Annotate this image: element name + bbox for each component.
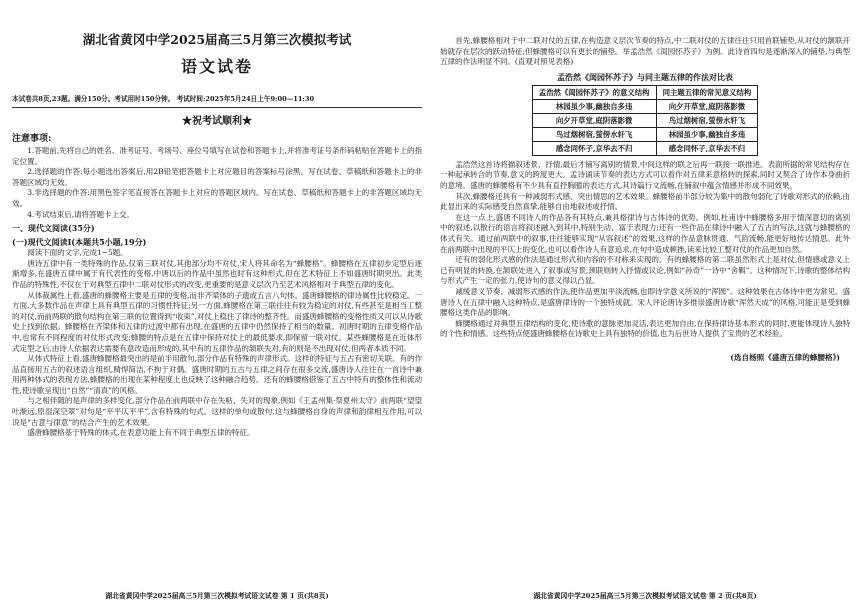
source-citation: (选自杨照《盛唐五律的蜂腰格》) xyxy=(730,352,840,362)
table-cell: 向夕开草堂,庭阴落影微 xyxy=(656,99,758,113)
table-cell: 感念同怀子,京华去不归 xyxy=(532,141,656,155)
comparison-table xyxy=(532,85,759,156)
passage-paragraph: 减缓意义节奏、减弱形式感的作法,使作品更加平淡流畅,也即诗学意义所说的“浑圆”。这种效果在古体诗中更为常见。盛唐诗人在五律中融入这种特点,是盛唐律诗的一个独特成就。宋人评论唐诗多推崇盛唐诗歌“浑然天成”的风格,可能正是受到蜂腰格这类作品的影响。 xyxy=(440,286,850,318)
table-cell: 林园虽少事,幽独自多违 xyxy=(532,99,656,113)
table-cell: 鸟过烟树宿,萤傍水轩飞 xyxy=(656,113,758,127)
table-row xyxy=(532,99,758,113)
table-row xyxy=(532,113,758,127)
passage-paragraph: 在这一点上,盛唐不同诗人的作品各有其特点,兼具格律诗与古体诗的优势。例如,杜甫诗中蜂腰格多用于情深意切的离别中的叙述,以散行的语言将叙述融入到其中,特别生动、富于表现力;还有一些作品在律诗中融入了五古的写法,这就与蜂腰格的体式有关。通过前两联中的叙事,往往能够实现“从容叙述”的效果,这样的作品意脉贯通、气韵流畅,能更好地传达情思。此外在前两联中出现的平仄上的变化,也可以看作诗人有意追求,在句中造成顿挫,读来比较工整对仗的作品更加自然。 xyxy=(440,212,850,254)
table-header-row xyxy=(532,85,758,99)
passage-paragraph: 孟浩然这首诗将描叙述景、抒情,最后才铺写离别的情景,中间这样的联之后再一联接一联推进。表面所据的常见结构存在一种起承转合的节奏,意义的跨度更大。孟诗诵读节奏的表达方式可以看作对五律来意格转的探索,同时又契合了诗作本身曲折的意境。盛唐的蜂腰格有不少具有直抒胸臆的表达方式,其诗篇行文流畅,在铺叙中蕴含情感并形成不同效果。 xyxy=(440,159,850,190)
passage-paragraph: 从体式特征上看,盛唐蜂腰格最突出的是前半用散句,部分作品有特殊的声律形式。这样的特征与五古有密切关联。有的作品直接用五古的叙述语言组织,精悍简洁,不拘于对偶。盛唐时期的五古与五律之间存在很多交流,盛唐诗人往往在一首诗中兼用两种体式的表现方法,蜂腰格的出现在某种程度上也反映了这种融合趋势。还有的蜂腰格借鉴了五古中特有的整体性和流动性,使诗歌呈现出“自然”“清真”的风格。 xyxy=(12,354,422,395)
passage-paragraph: 其次,蜂腰格还具有一种减弱形式感、突出情思的艺术效果。蜂腰格前半部分较为集中的散句弱化了诗歌对形式的依赖,由此显出来的实际感受自然真挚,能够自由地叙述或抒情。 xyxy=(440,191,850,212)
table-cell: 向夕开草堂,庭阴落影微 xyxy=(532,113,656,127)
page-right xyxy=(440,0,850,608)
school-title: 湖北省黄冈中学2025届高三5月第三次模拟考试 xyxy=(82,32,352,47)
passage-paragraph: 从体裁属性上看,盛唐的蜂腰格主要是五律的变格,而非齐梁体的子遗或五言八句体。盛唐蜂腰格的律诗属性比较稳定。一方面,大多数作品在声律上具有典型五律的习惯性特征;另一方面,蜂腰格在第三联往往有较为稳定的对仗,有些甚至是相当工整的对仗,而前两联的散句结构在第三联的位置得到“收束”,对仗上稳住了律诗的整齐性。而盛唐蜂腰格的变格性质又可以从诗歌史上找到依据。蜂腰格在齐梁体和五律的过渡中都有出现,在盛唐的五律中仍然保持了相当的数量。初唐时期的五律变格作品中,也常有不同程度的对仗形式改变;蜂腰的特点是在五律中保持对仗上的最低要求,即保留一联对仗。某些蜂腰格是在近体形式定型之后,由诗人依据表达需要有意改造而形成的,其中有的五律作品的颔联失对,有的则是不出现对仗,但两者本质不同。 xyxy=(12,290,422,353)
table-title: 孟浩然《闺园怀苏子》与同主题五律的作法对比表 xyxy=(557,71,733,82)
passage-paragraph: 首先,蜂腰格相对于中二联对仗的五律,在构造意义层次节奏的特点,中二联对仗的五律往往只用首联铺垫,从对仗的颔联开始就存在层次的跃动特征;但蜂腰格可以有更长的铺垫。举孟浩然《闺园怀苏子》为例。此诗首四句是逐渐深入的铺垫,与典型五律的作法明显不同。(直观对照见表格) xyxy=(440,36,850,67)
table-cell: 感念同怀子,京华去不归 xyxy=(656,141,758,155)
passage-paragraph: 盛唐蜂腰格基于特殊的体式,在表意功能上有不同于典型五律的特征。 xyxy=(27,428,255,438)
table-header: 孟浩然《闺园怀苏子》的意义结构 xyxy=(532,85,656,99)
notice-heading: 注意事项: xyxy=(12,134,52,144)
passage-paragraph: 与之相伴随的是声律的多样变化,部分作品在前两联中存在失粘、失对的现象,例如《王孟州集·祭夏州太守》前两联“望望叶渐远,原湿深空翠”对句是“平平仄平平”,含有特殊的句式。这样的单句或散句,这与蜂腰格自身的声律和韵律相互作用,可以说是“古意与律意”的结合产生的艺术效果。 xyxy=(12,396,422,427)
good-luck-banner: ★祝考试顺利★ xyxy=(182,116,252,127)
page-footer: 湖北省黄冈中学2025届高三5月第三次模拟考试语文试卷 第 2 页(共8页) xyxy=(533,592,757,600)
page-footer: 湖北省黄冈中学2025届高三5月第三次模拟考试语文试卷 第 1 页(共8页) xyxy=(105,592,329,600)
table-header: 同主题五律的常见意义结构 xyxy=(656,85,758,99)
table-cell: 鸟过烟树宿,萤傍水轩飞 xyxy=(532,127,656,141)
table-row xyxy=(532,141,758,155)
table-cell: 林园虽少事,幽独自多违 xyxy=(656,127,758,141)
notice-3: 3.非选择题的作答:用黑色签字笔直接答在答题卡上对应的答题区域内。写在试卷、草稿纸和答题卡上的非答题区域均无效。 xyxy=(12,188,422,208)
page-left xyxy=(12,0,422,608)
passage-paragraph: 还有的弱化形式感的作法是通过形式和内容的不对称来实现的。有的蜂腰格的第二联虽然形式上是对仗,但情感或意义上已有明显的转换,在颔联处进入了叙事或写景,颈联则转入抒情或议论,例如“孙奇”一诗中“舍羁”。这种情况下,诗歌的整体结构与形式产生一定的张力,使诗句的意义得以凸显。 xyxy=(440,255,850,286)
table-row xyxy=(532,127,758,141)
passage-paragraph: 蜂腰格通过对典型五律结构的变化,使诗歌的意脉更加灵活,表达更加自由,在保持律诗基本形式的同时,更能体现诗人独特的个性和情感。这些特点使盛唐蜂腰格在诗歌史上具有独特的价值,也为后世诗人提供了宝贵的艺术经验。 xyxy=(440,318,850,339)
notice-2: 2.选择题的作答:每小题选出答案后,用2B铅笔把答题卡上对应题目的答案标号涂黑。写在试卷、草稿纸和答题卡上的非答题区域均无效。 xyxy=(12,167,422,187)
notice-1: 1.答题前,先将自己的姓名、准考证号、考场号、座位号填写在试卷和答题卡上,并将准考证号条形码粘贴在答题卡上的指定位置。 xyxy=(12,146,422,166)
exam-meta: 本试卷共8页,23题。满分150分。考试用时150分钟。 考试时间:2025年5月24日上午9:00—11:30 xyxy=(12,93,422,108)
passage-paragraph: 唐诗五律中有一类特殊的作品,仅第三联对仗,其他部分均不对仗,宋人将其命名为“蜂腰格”。蜂腰格在五律初步定型后逐渐增多,在盛唐五律中属于有代表性的变格,中唐以后的作品中虽然也时有这种形式,但在艺术特征上不如盛唐时期突出。此类作品的特殊性,不仅在于对典型五律中二联对仗形式的改变,更重要的是意义层次乃至艺术风格相对于典型五律的变化。 xyxy=(12,258,422,289)
paper-title: 语文试卷 xyxy=(180,57,253,76)
reading-instruction: 阅读下面的文字,完成1~5题。 xyxy=(27,248,128,258)
subsection-heading: (一)现代文阅读Ⅰ(本题共5小题,19分) xyxy=(12,237,147,248)
section-heading: 一、现代文阅读(35分) xyxy=(12,223,95,234)
notice-4: 4.考试结束后,请将答题卡上交。 xyxy=(27,209,134,219)
